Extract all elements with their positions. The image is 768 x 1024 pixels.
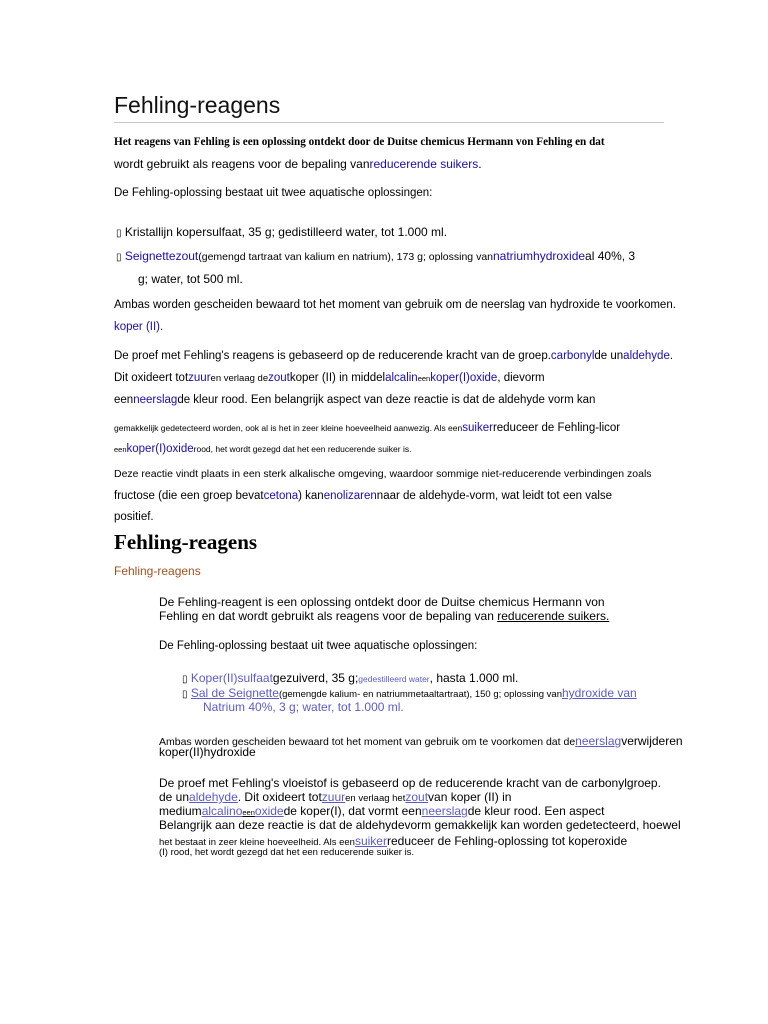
link-aldehyde[interactable]: aldehyde	[623, 350, 670, 362]
text-run: en verlaag het	[345, 793, 406, 804]
text-run: rood, het wordt gezegd dat het een reducerende suiker is.	[193, 444, 412, 454]
text-run: en verlaag de	[210, 373, 269, 384]
link-enolizaren[interactable]: enolizaren	[323, 490, 377, 502]
two-solutions-text: De Fehling-oplossing bestaat uit twee aquatische oplossingen:	[159, 640, 478, 652]
paragraph-line	[159, 804, 604, 818]
link-neerslag[interactable]: neerslag	[421, 804, 468, 818]
text-run: de kleur rood. Een belangrijk aspect van deze reactie is dat de aldehyde vorm kan	[177, 394, 596, 406]
text-run: de un	[159, 790, 190, 804]
ambas-text: Ambas worden gescheiden bewaard tot het moment van gebruik om de neerslag van hydroxide te voorkomen.	[114, 299, 676, 311]
list-item	[116, 249, 635, 263]
text-run: de kleur rood. Een aspect	[467, 804, 605, 818]
list-item	[116, 225, 447, 239]
link-natriumhydroxide[interactable]: natriumhydroxide	[493, 249, 586, 263]
bullet-box-icon: ▯	[116, 228, 122, 239]
text-run: gemakkelijk gedetecteerd worden, ook al is het in zeer kleine hoeveelheid aanwezig. Als een	[114, 423, 463, 433]
link-gedestilleerd-water[interactable]: gedestilleerd water	[358, 674, 430, 684]
link-carbonyl[interactable]: carbonyl	[550, 350, 595, 362]
bullet-box-icon: ▯	[182, 674, 188, 685]
link-reducerende-suikers[interactable]: reducerende suikers	[369, 157, 479, 171]
link-koper-ii-sulfaat[interactable]: Koper(II)sulfaat	[190, 671, 273, 685]
link-reducerende-suikers[interactable]: reducerende suikers.	[497, 609, 610, 623]
item-text: Kristallijn kopersulfaat, 35 g; gedistilleerd water, tot 1.000 ml.	[124, 225, 448, 239]
item-continuation: g; water, tot 500 ml.	[138, 272, 243, 286]
link-oxide[interactable]: oxide	[254, 804, 284, 818]
link-suiker[interactable]: suiker	[354, 834, 387, 848]
paragraph-line	[159, 609, 609, 623]
text-run: het bestaat in zeer kleine hoeveelheid. Als een	[159, 837, 355, 848]
list-item	[182, 671, 518, 685]
text-run: van koper (II) in	[428, 790, 512, 804]
paragraph-line	[114, 418, 620, 436]
text-run: reduceer de Fehling-licor	[492, 422, 621, 434]
text-run: medium	[159, 804, 202, 818]
reactie-text: Deze reactie vindt plaats in een sterk alkalische omgeving, waardoor sommige niet-reducerende verbindingen zoals	[114, 468, 652, 480]
link-cetona[interactable]: cetona	[263, 490, 299, 502]
text-run: de un	[594, 350, 624, 362]
text-run: .	[669, 350, 674, 362]
paragraph-line	[114, 439, 411, 457]
intro-text: wordt gebruikt als reagens voor de bepaling van	[114, 157, 370, 171]
text-run: De proef met Fehling's reagens is gebaseerd op de reducerende kracht van de groep.	[114, 350, 551, 362]
paragraph-line	[114, 372, 545, 384]
link-alcalino[interactable]: alcalino	[201, 804, 243, 818]
text-run: (gemengde kalium- en natriummetaaltartraat), 150 g; oplossing van	[278, 689, 562, 700]
link-zuur[interactable]: zuur	[188, 372, 211, 384]
bullet-box-icon: ▯	[116, 252, 122, 263]
paragraph-line	[159, 790, 511, 804]
link-zout[interactable]: zout	[405, 790, 429, 804]
link-koper-ii[interactable]: koper (II).	[114, 321, 164, 333]
text-run: , dievorm	[497, 372, 545, 384]
link-natrium[interactable]: Natrium 40%, 3 g; water, tot 1.000 ml.	[203, 700, 404, 714]
text-run: gezuiverd, 35 g;	[272, 671, 359, 685]
link-suiker[interactable]: suiker	[462, 422, 493, 434]
intro-end: .	[478, 157, 482, 171]
text-run: koper (II) in middel	[289, 372, 386, 384]
text-run: de koper(I), dat vormt een	[283, 804, 422, 818]
text-run: een	[242, 808, 255, 817]
paragraph-line: De proef met Fehling's vloeistof is gebaseerd op de reducerende kracht van de carbonylgroep.	[159, 776, 661, 790]
text-run: , hasta 1.000 ml.	[429, 671, 519, 685]
title-divider	[114, 122, 664, 123]
link-seignettezout[interactable]: Seignettezout	[124, 249, 199, 263]
paragraph-line	[114, 350, 673, 362]
link-zout[interactable]: zout	[268, 372, 290, 384]
paragraph-line: (I) rood, het wordt gezegd dat het een reducerende suiker is.	[159, 847, 415, 858]
page-title: Fehling-reagens	[114, 92, 281, 118]
link-alcalin[interactable]: alcalin	[385, 372, 418, 384]
reactie-end: positief.	[114, 511, 154, 523]
intro-line	[114, 157, 482, 171]
text-run: Ambas worden gescheiden bewaard tot het moment van gebruik om te voorkomen dat de	[159, 736, 576, 748]
link-aldehyde[interactable]: aldehyde	[189, 790, 238, 804]
text-run: Dit oxideert tot	[114, 372, 189, 384]
text-run: een	[114, 445, 127, 454]
item-text: (gemengd tartraat van kalium en natrium), 173 g; oplossing van	[198, 251, 493, 263]
section-subtitle: Fehling-reagens	[114, 564, 201, 578]
section-title: Fehling-reagens	[114, 530, 258, 554]
text-run: een	[114, 394, 134, 406]
link-hydroxide-van[interactable]: hydroxide van	[561, 686, 637, 700]
text-run: Fehling en dat wordt gebruikt als reagens voor de bepaling van	[159, 609, 498, 623]
paragraph-line	[114, 490, 612, 502]
text-run: reduceer de Fehling-oplossing tot koperoxide	[386, 834, 628, 848]
link-koper-i-oxide[interactable]: koper(I)oxide	[430, 372, 498, 384]
link-neerslag[interactable]: neerslag	[133, 394, 178, 406]
text-run: . Dit oxideert tot	[237, 790, 322, 804]
text-run: verwijderen	[621, 734, 683, 748]
two-solutions-text: De Fehling-oplossing bestaat uit twee aquatische oplossingen:	[114, 187, 433, 199]
paragraph-line	[114, 394, 595, 406]
item-text: al 40%, 3	[585, 249, 636, 263]
text-run: een	[417, 374, 431, 383]
link-koper-i-oxide[interactable]: koper(I)oxide	[126, 443, 194, 455]
link-sal-de-seignette[interactable]: Sal de Seignette	[190, 686, 279, 700]
text-run: fructose (die een groep bevat	[114, 490, 264, 502]
paragraph-line: koper(II)hydroxide	[159, 745, 256, 759]
bullet-box-icon: ▯	[182, 689, 188, 700]
lead-sentence: Het reagens van Fehling is een oplossing ontdekt door de Duitse chemicus Hermann von Fehling en dat	[114, 136, 605, 148]
text-run: ) kan	[298, 490, 324, 502]
link-neerslag[interactable]: neerslag	[575, 734, 622, 748]
list-item	[182, 686, 637, 700]
paragraph-line: Belangrijk aan deze reactie is dat de aldehydevorm gemakkelijk kan worden gedetecteerd, hoewel	[159, 818, 681, 832]
paragraph-line: De Fehling-reagent is een oplossing ontdekt door de Duitse chemicus Hermann von	[159, 595, 605, 609]
link-zuur[interactable]: zuur	[321, 790, 346, 804]
text-run: naar de aldehyde-vorm, wat leidt tot een valse	[376, 490, 613, 502]
